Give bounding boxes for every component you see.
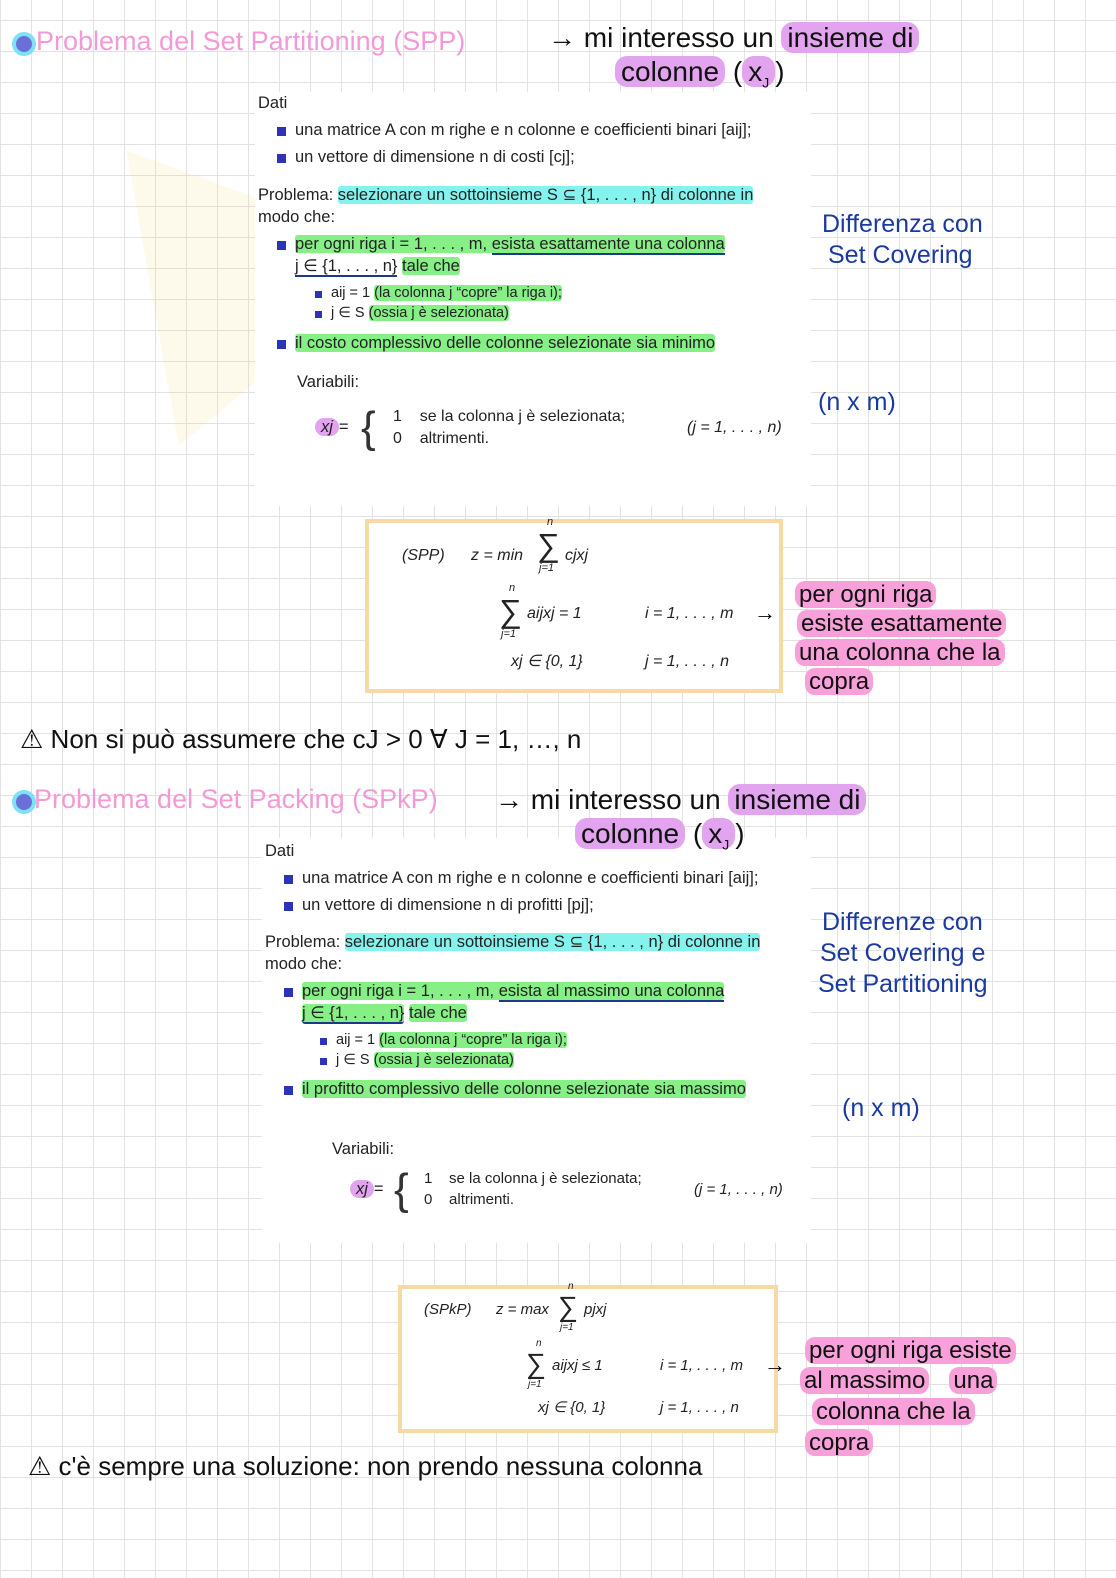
constraint-1-range: i = 1, . . . , m <box>645 605 734 622</box>
constraint-2: xj ∈ {0, 1} <box>538 1399 606 1416</box>
sum-upper: n <box>536 1338 542 1349</box>
sigma-icon: ∑ <box>558 1291 578 1322</box>
objective-term: cjxj <box>565 547 589 564</box>
handwritten-note-line2: colonne ( $x_J$ ) <box>575 818 745 853</box>
diff-note: Set Partitioning <box>818 970 988 998</box>
bullet-dot-icon <box>16 36 32 52</box>
objective-term: pjxj <box>584 1301 607 1318</box>
variable-definition: xj = <box>315 418 349 437</box>
warning-note-1: ⚠ Non si può assumere che cJ > 0 ∀ J = 1, …, n <box>20 724 582 754</box>
handwritten-note-line2: colonne ( $x_J$ ) <box>615 56 785 91</box>
arrow-icon: → <box>754 600 776 625</box>
warning-triangle-icon: ⚠ <box>28 1451 52 1481</box>
var-case-1: 1 se la colonna j è selezionata; <box>424 1170 642 1187</box>
sigma-icon: ∑ <box>537 527 560 563</box>
condition-1: per ogni riga i = 1, . . . , m, esista esattamente una colonna <box>295 235 725 253</box>
sum-upper: n <box>547 516 554 528</box>
bullet-dot-icon <box>16 794 32 810</box>
sum-upper: n <box>509 582 516 594</box>
bullet-icon <box>315 291 322 298</box>
constraint-1: aijxj = 1 <box>527 605 582 622</box>
dati-item: una matrice A con m righe e n colonne e coefficienti binari [aij]; <box>295 121 752 139</box>
var-case-1: 1 se la colonna j è selezionata; <box>393 408 626 425</box>
slide-spp <box>255 92 811 506</box>
sum-lower: j=1 <box>539 562 554 574</box>
diff-note: Differenze con <box>822 908 983 936</box>
bullet-icon <box>277 241 286 250</box>
brace-icon: { <box>394 1165 409 1214</box>
sub-condition: j ∈ S (ossia j è selezionata) <box>336 1052 514 1068</box>
bullet-icon <box>320 1038 327 1045</box>
var-range: (j = 1, . . . , n) <box>694 1181 783 1198</box>
constraint-1-range: i = 1, . . . , m <box>660 1357 743 1374</box>
sum-lower: j=1 <box>501 628 516 640</box>
problema-text: Problema: selezionare un sottoinsieme S ⊆ {1, . . . , n} di colonne in <box>265 933 761 951</box>
constraint-2-range: j = 1, . . . , n <box>660 1399 739 1416</box>
explain-note: per ogni riga <box>795 582 936 608</box>
bullet-icon <box>284 988 293 997</box>
diff-note: Set Covering e <box>820 939 986 967</box>
bullet-icon <box>277 340 286 349</box>
explain-note: copra <box>805 1430 873 1456</box>
condition-2: il costo complessivo delle colonne selezionate sia minimo <box>295 334 716 352</box>
brace-icon: { <box>361 403 376 452</box>
bullet-icon <box>320 1058 327 1065</box>
problema-text-line2: modo che: <box>258 208 336 226</box>
sub-condition: aij = 1 (la colonna j “copre” la riga i); <box>331 285 562 301</box>
warning-triangle-icon: ⚠ <box>20 724 44 754</box>
variable-definition: xj = <box>350 1180 384 1199</box>
explain-note: una colonna che la <box>795 640 1005 666</box>
constraint-2-range: j = 1, . . . , n <box>645 653 730 670</box>
arrow-icon: → <box>764 1352 786 1377</box>
problema-text: Problema: selezionare un sottoinsieme S ⊆ {1, . . . , n} di colonne in <box>258 186 754 204</box>
bullet-icon <box>315 311 322 318</box>
model-name: (SPP) <box>402 547 445 564</box>
var-case-0: 0 altrimenti. <box>393 430 490 447</box>
condition-1-line2: j ∈ {1, . . . , n} tale che <box>295 257 460 275</box>
explain-note: per ogni riga esiste <box>805 1338 1016 1364</box>
var-range: (j = 1, . . . , n) <box>687 419 782 436</box>
model-box-spp <box>365 516 783 693</box>
dimension-note: (n x m) <box>818 388 896 416</box>
condition-2: il profitto complessivo delle colonne selezionate sia massimo <box>302 1080 746 1098</box>
var-case-0: 0 altrimenti. <box>424 1191 515 1208</box>
dimension-note: (n x m) <box>842 1094 920 1122</box>
handwritten-note: → mi interesso un insieme di <box>548 22 919 54</box>
explain-note: colonna che la <box>812 1399 975 1425</box>
handwritten-note: → mi interesso un insieme di <box>495 784 866 816</box>
explain-note: al massimo una <box>800 1368 997 1394</box>
diff-note: Set Covering <box>828 241 973 269</box>
dati-label: Dati <box>258 94 288 112</box>
slide-spkp <box>262 838 811 1243</box>
sub-condition: j ∈ S (ossia j è selezionata) <box>331 305 509 321</box>
sub-condition: aij = 1 (la colonna j “copre” la riga i); <box>336 1032 567 1048</box>
sigma-icon: ∑ <box>526 1348 546 1379</box>
bullet-icon <box>277 154 286 163</box>
dati-item: una matrice A con m righe e n colonne e coefficienti binari [aij]; <box>302 869 759 887</box>
bullet-icon <box>277 127 286 136</box>
constraint-2: xj ∈ {0, 1} <box>511 653 583 670</box>
problema-text-line2: modo che: <box>265 955 343 973</box>
dati-item: un vettore di dimensione n di profitti [pj]; <box>302 896 594 914</box>
bullet-icon <box>284 902 293 911</box>
bullet-icon <box>284 1086 293 1095</box>
bullet-icon <box>284 875 293 884</box>
sum-lower: j=1 <box>528 1379 542 1390</box>
constraint-1: aijxj ≤ 1 <box>552 1357 603 1374</box>
model-box-spkp <box>398 1281 778 1433</box>
diff-note: Differenza con <box>822 210 983 238</box>
variabili-label: Variabili: <box>297 373 360 391</box>
objective: z = max <box>496 1301 549 1318</box>
model-name: (SPkP) <box>424 1301 472 1318</box>
dati-item: un vettore di dimensione n di costi [cj]; <box>295 148 575 166</box>
sum-upper: n <box>568 1281 574 1292</box>
objective: z = min <box>471 547 524 564</box>
dati-label: Dati <box>265 842 295 860</box>
sum-lower: j=1 <box>560 1322 574 1333</box>
section-title: Problema del Set Partitioning (SPP) <box>36 26 466 56</box>
condition-1-line2: j ∈ {1, . . . , n} tale che <box>302 1004 467 1022</box>
variabili-label: Variabili: <box>332 1140 395 1158</box>
sigma-icon: ∑ <box>499 593 522 629</box>
explain-note: esiste esattamente <box>797 611 1006 637</box>
section-title: Problema del Set Packing (SPkP) <box>34 784 438 814</box>
condition-1: per ogni riga i = 1, . . . , m, esista al massimo una colonna <box>302 982 725 1000</box>
explain-note: copra <box>805 669 873 695</box>
warning-note-2: ⚠ c'è sempre una soluzione: non prendo nessuna colonna <box>28 1451 703 1481</box>
